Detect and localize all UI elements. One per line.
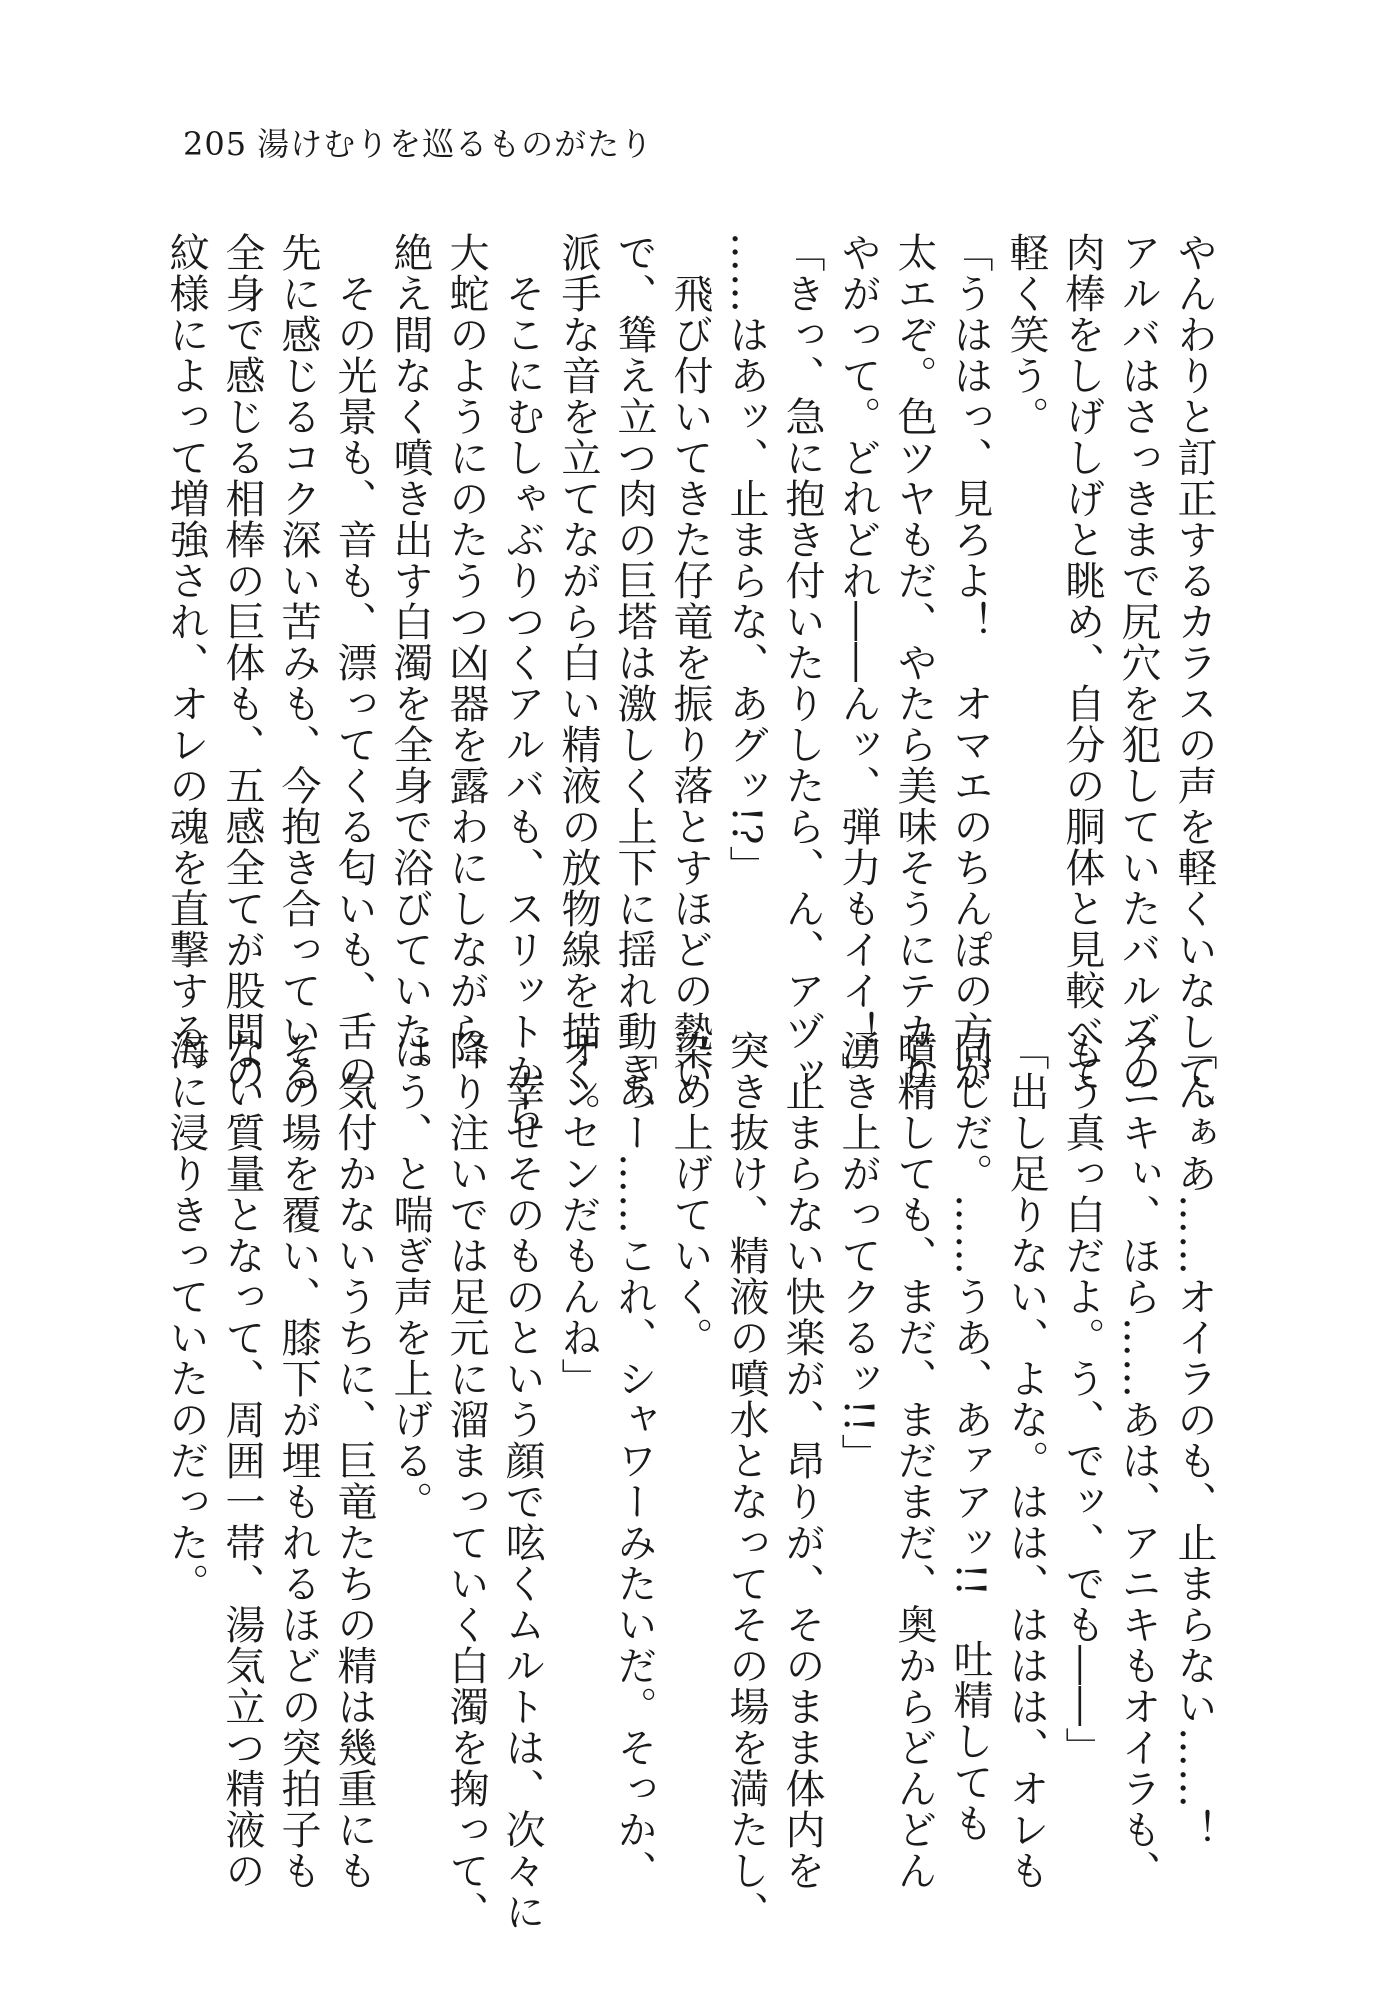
text-line: 飛び付いてきた仔竜を振り落とすほどの勢い [667, 232, 713, 1093]
running-title: 湯けむりを巡るものがたり [257, 125, 654, 163]
text-line: 派手な音を立てながら白い精液の放物線を描く。 [555, 232, 601, 1134]
text-line: 軽く笑う。 [1003, 232, 1049, 437]
running-head [183, 125, 654, 163]
text-line: 先に感じるコク深い苦みも、今抱き合っている [275, 232, 321, 1093]
text-line: 幸せそのものという顔で呟くムルトは、次々に [499, 1030, 545, 1932]
text-line: はう、と喘ぎ声を上げる。 [387, 1030, 433, 1522]
text-line: オンセンだもんね」 [555, 1030, 601, 1399]
text-line: 染め上げていく。 [667, 1030, 713, 1358]
text-line: もう真っ白だよ。う、でッ、でも――」 [1059, 1030, 1105, 1768]
text-line: アルバはさっきまで尻穴を犯していたバルズの [1115, 232, 1161, 1093]
text-line: 絶え間なく噴き出す白濁を全身で浴びていた。 [387, 232, 433, 1093]
text-line: 湧き上がってクるッ!!」 [835, 1030, 881, 1475]
text-line: 大蛇のようにのたうつ凶器を露わにしながら、 [443, 232, 489, 1093]
text-block-upper [163, 232, 1222, 1134]
text-line: その光景も、音も、漂ってくる匂いも、舌の [331, 232, 377, 1093]
text-line: 止まらない快楽が、昂りが、そのまま体内を [779, 1030, 825, 1891]
text-block-lower [163, 1030, 1222, 1932]
text-line: 気付かないうちに、巨竜たちの精は幾重にも [331, 1030, 377, 1891]
text-line: 突き抜け、精液の噴水となってその場を満たし、 [723, 1030, 769, 1932]
text-line: 降り注いでは足元に溜まっていく白濁を掬って、 [443, 1030, 489, 1932]
text-line: 「うははっ、見ろよ！ オマエのちんぽの方が [947, 232, 993, 1093]
text-line: 「出し足りない、よな。はは、ははは、オレも [1003, 1030, 1049, 1891]
text-line: 「んぁあ……オイラのも、止まらない……！ [1171, 1030, 1217, 1850]
text-line: ない質量となって、周囲一帯、湯気立つ精液の [219, 1030, 265, 1891]
text-line: やがって。どれどれ――んッ、弾力もイイ！」 [835, 232, 881, 1093]
text-line: 肉棒をしげしげと眺め、自分の胴体と見較べて [1059, 232, 1105, 1093]
text-line: で、聳え立つ肉の巨塔は激しく上下に揺れ動き、 [611, 232, 657, 1134]
text-line: 噴精しても、まだ、まだまだ、奥からどんどん [891, 1030, 937, 1891]
text-line: アニキぃ、ほら……あは、アニキもオイラも、 [1115, 1030, 1161, 1891]
text-line: 海に浸りきっていたのだった。 [163, 1030, 209, 1604]
text-line: 全身で感じる相棒の巨体も、五感全てが股間の [219, 232, 265, 1093]
page-number: 205 [183, 125, 248, 163]
text-line: 太エぞ。色ツヤもだ、やたら美味そうにテカり [891, 232, 937, 1093]
text-line: 「きっ、急に抱き付いたりしたら、ん、アヅッ [779, 232, 825, 1093]
text-line: 紋様によって増強され、オレの魂を直撃する。 [163, 232, 209, 1093]
text-line: やんわりと訂正するカラスの声を軽くいなして、 [1171, 232, 1217, 1134]
text-line: そこにむしゃぶりつくアルバも、スリットから [499, 232, 545, 1134]
text-line: ……はあッ、止まらな、あグッ!?」 [723, 232, 769, 887]
text-line: 同じだ。……うあ、あァアッ!! 吐精しても [947, 1030, 993, 1844]
text-line: 「あー……これ、シャワーみたいだ。そっか、 [611, 1030, 657, 1891]
text-line: その場を覆い、膝下が埋もれるほどの突拍子も [275, 1030, 321, 1891]
